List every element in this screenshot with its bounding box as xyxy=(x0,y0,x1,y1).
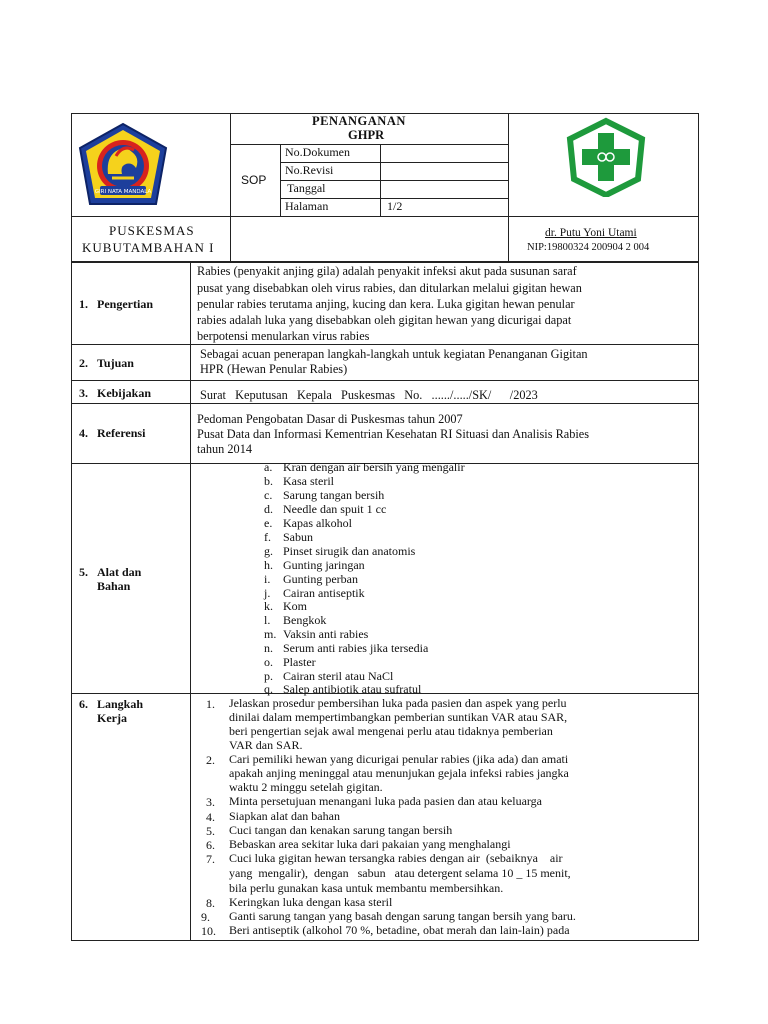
list-text: Cairan antiseptik xyxy=(283,586,365,600)
list-letter: f. xyxy=(264,530,271,544)
section-number-2: 2. xyxy=(79,356,88,370)
list-text: Salep antibiotik atau sufratul xyxy=(283,682,422,696)
step-line: Ganti sarung tangan yang basah dengan sarung tangan bersih yang baru. xyxy=(229,909,576,923)
list-letter: b. xyxy=(264,474,273,488)
list-item xyxy=(264,516,352,531)
step-line: Beri antiseptik (alkohol 70 %, betadine, obat merah dan lain-lain) pada xyxy=(229,923,570,937)
step-line: bila perlu gunakan kasa untuk membantu membersihkan. xyxy=(229,881,504,895)
list-item xyxy=(264,488,385,503)
step-line: Cari pemiliki hewan yang dicurigai penular rabies (jika ada) dan amati xyxy=(229,752,569,766)
step-line: waktu 2 minggu setelah gigitan. xyxy=(229,780,383,794)
list-letter: e. xyxy=(264,516,273,530)
text-line: rabies adalah luka yang disebabkan oleh gigitan hewan yang dicurigai dapat xyxy=(197,313,572,327)
step-line: beri pengertian sejak awal mengenai perlu atau tidaknya pemberian xyxy=(229,724,553,738)
text-line: berpotensi menularkan virus rabies xyxy=(197,329,370,343)
list-letter: q. xyxy=(264,682,273,696)
text-line: pusat yang disebabkan oleh virus rabies, dan ditularkan melalui gigitan hewan xyxy=(197,281,582,295)
list-letter: h. xyxy=(264,558,273,572)
section-title-referensi: Referensi xyxy=(97,426,146,440)
list-letter: m. xyxy=(264,627,277,641)
org-name-line1: PUSKESMAS xyxy=(109,223,195,238)
text-line: Pedoman Pengobatan Dasar di Puskesmas tahun 2007 xyxy=(197,412,463,426)
step-number: 8. xyxy=(206,896,215,910)
doc-title-line1: PENANGANAN xyxy=(312,114,406,128)
section-number-3: 3. xyxy=(79,386,88,400)
field-label-no-dokumen: No.Dokumen xyxy=(285,145,350,159)
list-item xyxy=(264,655,316,670)
section-title-kebijakan: Kebijakan xyxy=(97,386,152,400)
step-number: 3. xyxy=(206,795,215,809)
text-line: Rabies (penyakit anjing gila) adalah penyakit infeksi akut pada susunan saraf xyxy=(197,264,577,278)
list-letter: l. xyxy=(264,613,271,627)
list-item xyxy=(264,627,369,642)
list-item xyxy=(264,474,334,489)
section-number-6: 6. xyxy=(79,697,88,711)
org-name-line2: KUBUTAMBAHAN I xyxy=(82,240,215,255)
list-letter: o. xyxy=(264,655,273,669)
step-line: Cuci luka gigitan hewan tersangka rabies dengan air (sebaiknya air xyxy=(229,851,563,865)
emblem-banner-text: GIRI NATA MANDALA xyxy=(94,189,152,195)
list-item xyxy=(264,572,358,587)
text-line: Pusat Data dan Informasi Kementrian Kesehatan RI Situasi dan Analisis Rabies xyxy=(197,427,590,441)
list-item xyxy=(264,641,429,656)
field-value-halaman: 1/2 xyxy=(387,199,403,213)
list-text: Serum anti rabies jika tersedia xyxy=(283,641,429,655)
step-line: yang mengalir), dengan sabun atau detergent selama 10 _ 15 menit, xyxy=(229,866,571,880)
list-item xyxy=(264,613,327,628)
text-line: Sebagai acuan penerapan langkah-langkah untuk kegiatan Penanganan Gigitan xyxy=(200,347,588,361)
list-letter: k. xyxy=(264,599,273,613)
list-item xyxy=(264,599,307,614)
list-letter: i. xyxy=(264,572,271,586)
list-letter: a. xyxy=(264,460,273,474)
step-line: apakah anjing meninggal atau menunjukan gejala infeksi rabies jangka xyxy=(229,766,569,780)
list-text: Kran dengan air bersih yang mengalir xyxy=(283,460,465,474)
list-text: Vaksin anti rabies xyxy=(283,627,369,641)
step-number: 9. xyxy=(201,910,210,924)
list-text: Sarung tangan bersih xyxy=(283,488,385,502)
list-text: Plaster xyxy=(283,655,316,669)
text-line: tahun 2014 xyxy=(197,442,252,456)
step-line: Keringkan luka dengan kasa steril xyxy=(229,895,393,909)
list-text: Sabun xyxy=(283,530,313,544)
section-title-alat-line2: Bahan xyxy=(97,579,131,593)
list-text: Gunting jaringan xyxy=(283,558,365,572)
list-item xyxy=(264,544,416,559)
list-text: Cairan steril atau NaCl xyxy=(283,669,394,683)
step-number: 1. xyxy=(206,697,215,711)
list-item xyxy=(264,502,387,517)
field-label-halaman: Halaman xyxy=(285,199,329,213)
step-number: 2. xyxy=(206,753,215,767)
section-number-5: 5. xyxy=(79,565,88,579)
step-number: 6. xyxy=(206,838,215,852)
text-line: penular rabies terutama anjing, kucing dan kera. Luka gigitan hewan penular xyxy=(197,297,575,311)
signer-nip: NIP:19800324 200904 2 004 xyxy=(527,242,650,253)
section-number-4: 4. xyxy=(79,426,88,440)
step-line: Siapkan alat dan bahan xyxy=(229,809,340,823)
list-item xyxy=(264,682,422,697)
list-letter: j. xyxy=(264,586,271,600)
field-label-no-revisi: No.Revisi xyxy=(285,163,334,177)
step-number: 5. xyxy=(206,824,215,838)
regency-emblem-logo xyxy=(76,120,170,208)
signer-name: dr. Putu Yoni Utami xyxy=(545,227,637,239)
sop-label: SOP xyxy=(241,173,267,187)
list-text: Bengkok xyxy=(283,613,327,627)
list-letter: c. xyxy=(264,488,273,502)
section-title-langkah-line2: Kerja xyxy=(97,711,127,725)
step-line: Jelaskan prosedur pembersihan luka pada pasien dan aspek yang perlu xyxy=(229,696,567,710)
step-line: Minta persetujuan menangani luka pada pasien dan atau keluarga xyxy=(229,794,542,808)
list-text: Kasa steril xyxy=(283,474,334,488)
list-text: Pinset sirugik dan anatomis xyxy=(283,544,416,558)
text-line: HPR (Hewan Penular Rabies) xyxy=(200,362,348,376)
list-text: Kom xyxy=(283,599,307,613)
step-number: 7. xyxy=(206,852,215,866)
section-number-1: 1. xyxy=(79,297,88,311)
list-text: Gunting perban xyxy=(283,572,358,586)
list-letter: d. xyxy=(264,502,273,516)
step-line: Cuci tangan dan kenakan sarung tangan bersih xyxy=(229,823,453,837)
list-text: Kapas alkohol xyxy=(283,516,352,530)
list-text: Needle dan spuit 1 cc xyxy=(283,502,387,516)
section-title-pengertian: Pengertian xyxy=(97,297,153,311)
list-letter: p. xyxy=(264,669,273,683)
kebijakan-text: Surat Keputusan Kepala Puskesmas No. ....../...../SK/ /2023 xyxy=(200,388,538,402)
puskesmas-cross-logo xyxy=(562,117,650,197)
section-title-alat-line1: Alat dan xyxy=(97,565,142,579)
step-line: Bebaskan area sekitar luka dari pakaian yang menghalangi xyxy=(229,837,511,851)
section-title-langkah-line1: Langkah xyxy=(97,697,144,711)
list-letter: n. xyxy=(264,641,273,655)
list-item xyxy=(264,460,465,475)
list-item xyxy=(264,558,365,573)
step-number: 10. xyxy=(201,924,216,938)
doc-title-line2: GHPR xyxy=(348,128,385,142)
step-line: dinilai dalam mempertimbangkan pemberian suntikan VAR atau SAR, xyxy=(229,710,568,724)
list-letter: g. xyxy=(264,544,273,558)
field-label-tanggal: Tanggal xyxy=(287,181,326,195)
list-item xyxy=(264,530,313,545)
section-title-tujuan: Tujuan xyxy=(97,356,134,370)
step-number: 4. xyxy=(206,810,215,824)
step-line: VAR dan SAR. xyxy=(229,738,303,752)
